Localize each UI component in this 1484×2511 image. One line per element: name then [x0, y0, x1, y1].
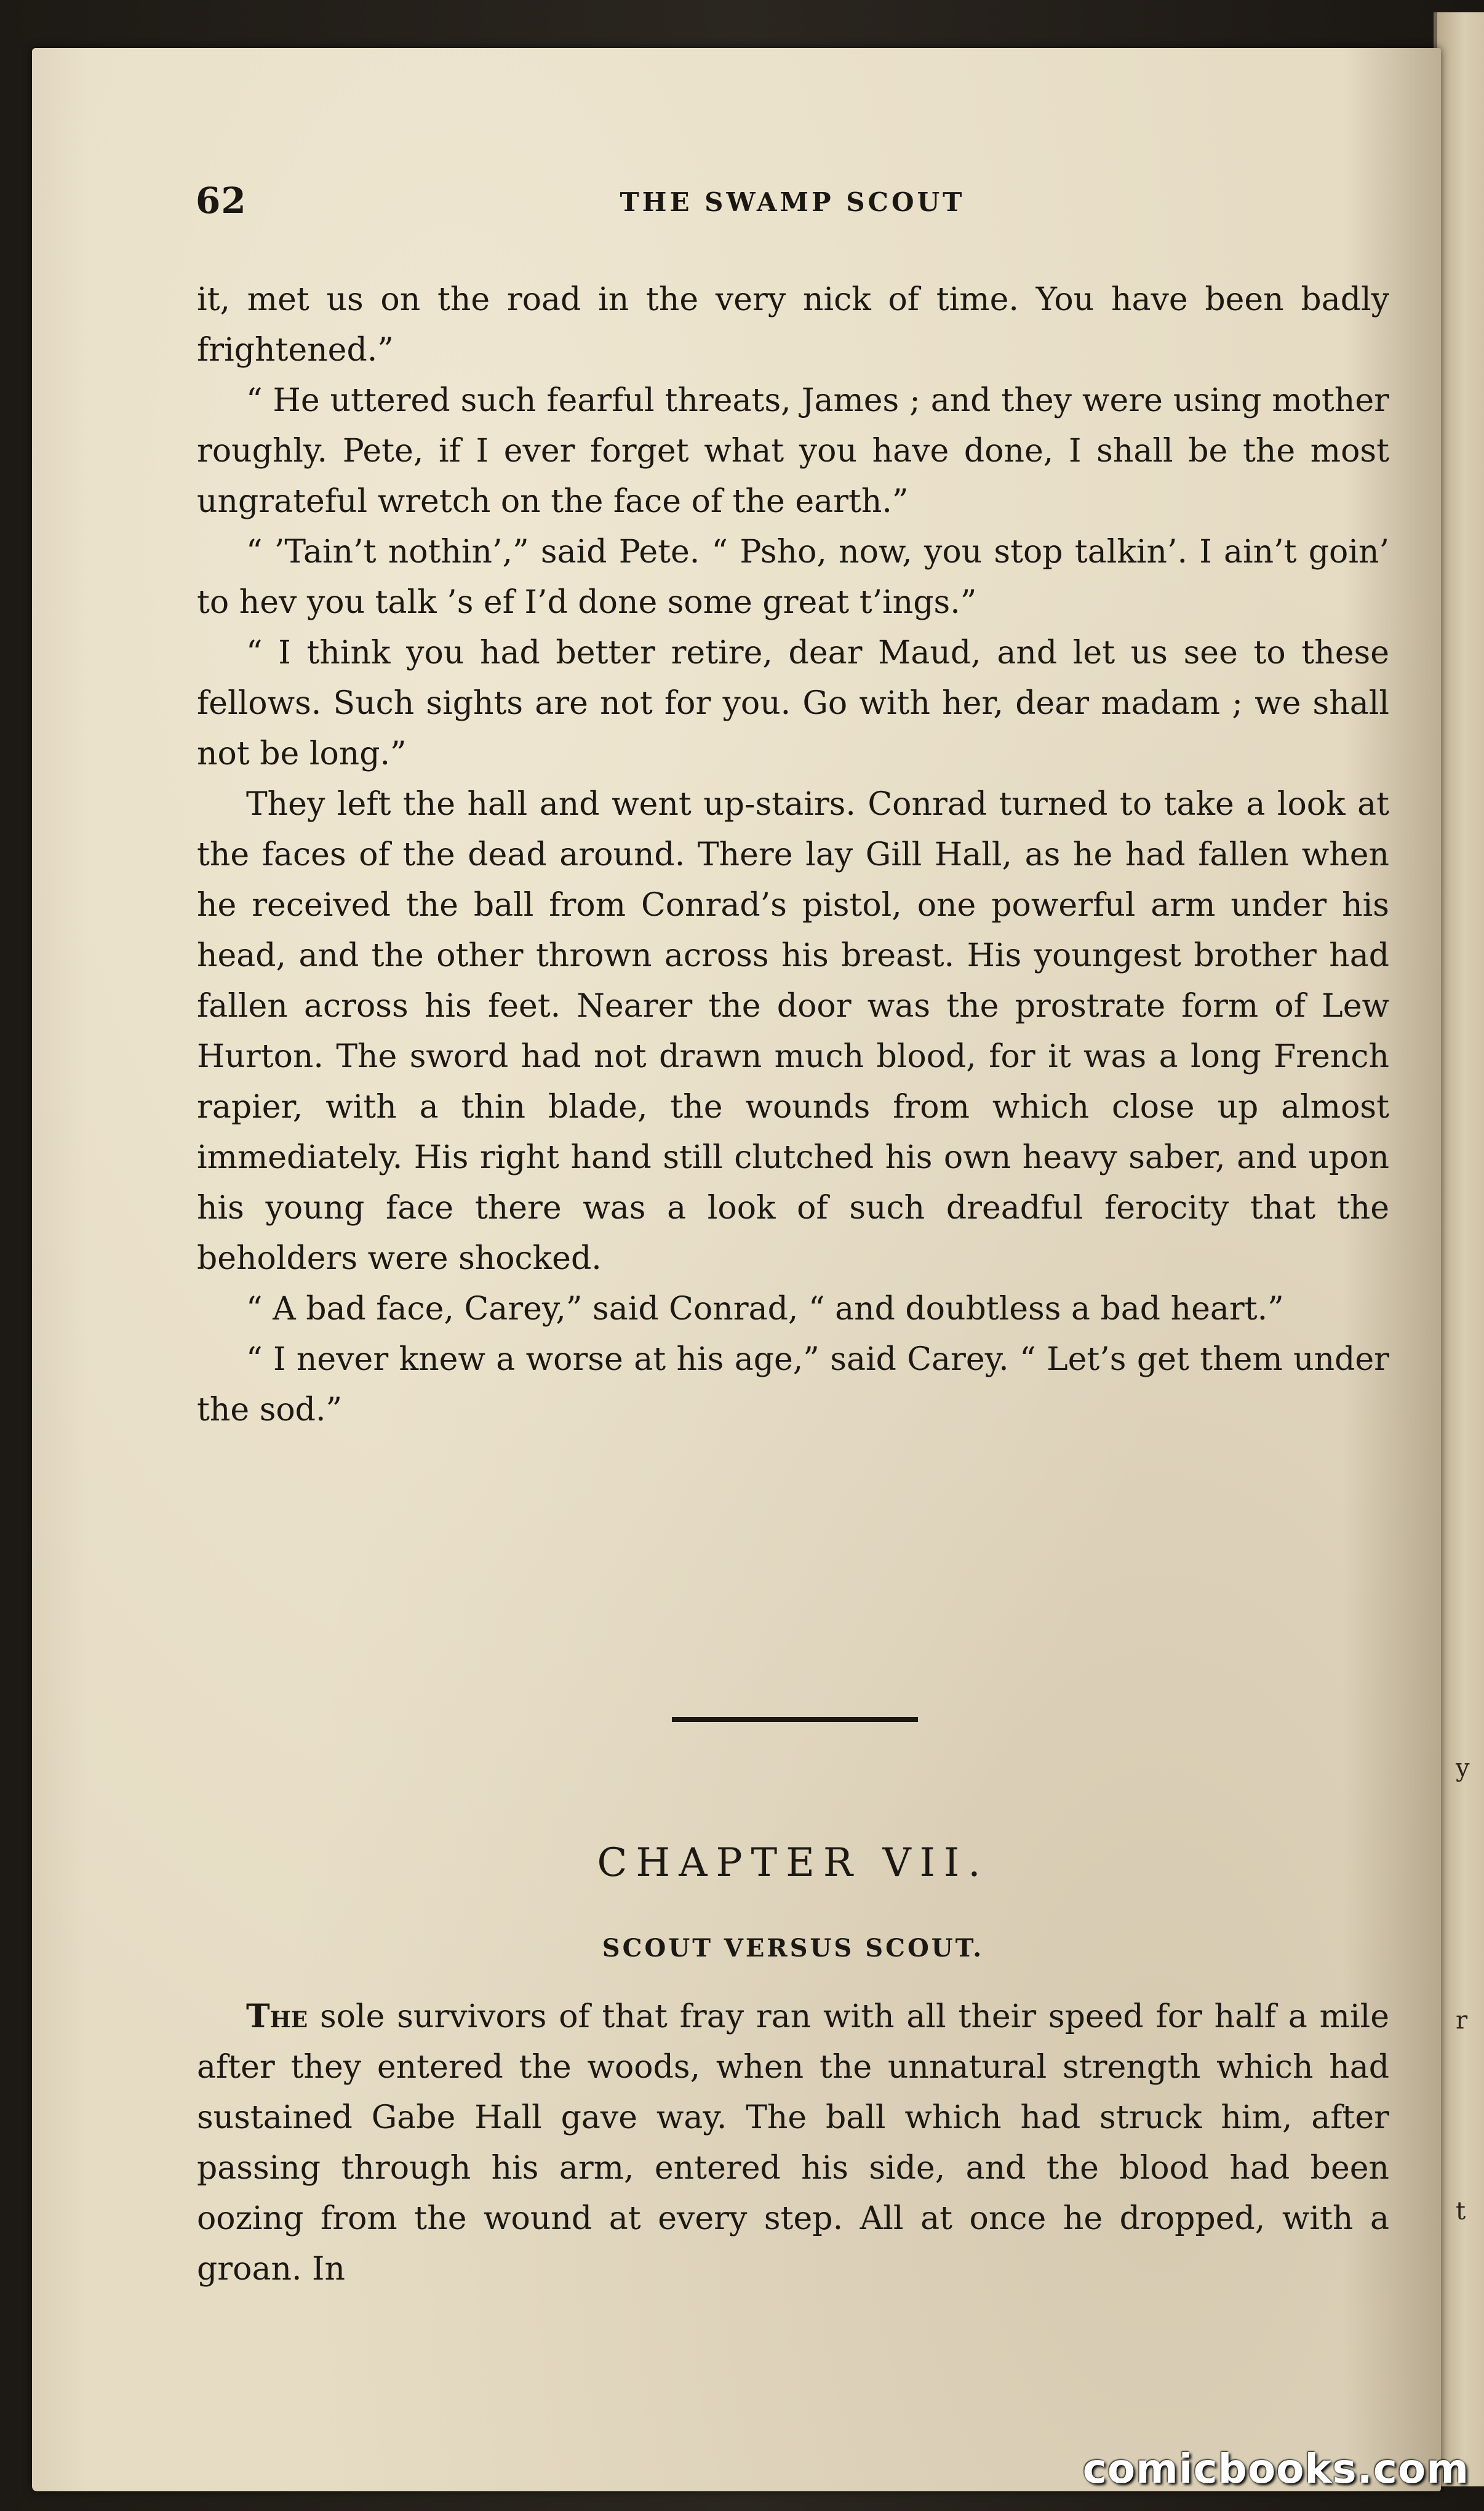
edge-glyph: t [1456, 2197, 1466, 2225]
running-head [196, 180, 1389, 229]
page-number: 62 [196, 180, 247, 222]
body-text [197, 274, 1389, 1435]
edge-glyph: y [1456, 1754, 1470, 1782]
facing-page-edge [1434, 12, 1484, 2486]
chapter-subtitle: SCOUT VERSUS SCOUT. [602, 1934, 984, 1963]
chapter-text [197, 1992, 1389, 2294]
paragraph: “ I never knew a worse at his age,” said Carey. “ Let’s get them under the sod.” [197, 1341, 1389, 1428]
paragraph: it, met us on the road in the very nick of time. You have been badly frightened.” [197, 281, 1389, 369]
paragraph: “ I think you had better retire, dear Maud, and let us see to these fellows. Such sights are not for you. Go with her, dear madam ; we shall not be long.” [197, 635, 1389, 772]
watermark: comicbooks.com [1082, 2445, 1469, 2493]
paragraph: “ ’Tain’t nothin’,” said Pete. “ Psho, now, you stop talkin’. I ain’t goin’ to hev you talk ’s ef I’d done some great t’ings.” [197, 534, 1389, 621]
opening-text: sole survivors of that fray ran with all their speed for half a mile after they entered the woods, when the unnatural strength which had sustained Gabe Hall gave way. The ball which had struck him, after passing through his arm, entered his side, and the blood had been oozing from the wound at every step. All at once he dropped, with a groan. In [197, 1998, 1389, 2288]
opening-word: The [246, 1998, 308, 2035]
paragraph: “ He uttered such fearful threats, James ; and they were using mother roughly. Pete, if I ever forget what you have done, I shall be the most ungrateful wretch on the face of the earth.” [197, 382, 1389, 520]
section-divider [672, 1717, 918, 1722]
running-title: THE SWAMP SCOUT [620, 187, 965, 217]
chapter-heading: CHAPTER VII. [597, 1840, 989, 1886]
paragraph: “ A bad face, Carey,” said Conrad, “ and doubtless a bad heart.” [246, 1291, 1284, 1328]
edge-glyph: r [1456, 2006, 1468, 2035]
paragraph [197, 1992, 1389, 2294]
paragraph: They left the hall and went up-stairs. Conrad turned to take a look at the faces of the dead around. There lay Gill Hall, as he had fallen when he received the ball from Conrad’s pistol, one powerful arm under his head, and the other thrown across his breast. His youngest brother had fallen across his feet. Nearer the door was the prostrate form of Lew Hurton. The sword had not drawn much blood, for it was a long French rapier, with a thin blade, the wounds from which close up almost immediately. His right hand still clutched his own heavy saber, and upon his young face there was a look of such dreadful ferocity that the beholders were shocked. [197, 786, 1389, 1277]
